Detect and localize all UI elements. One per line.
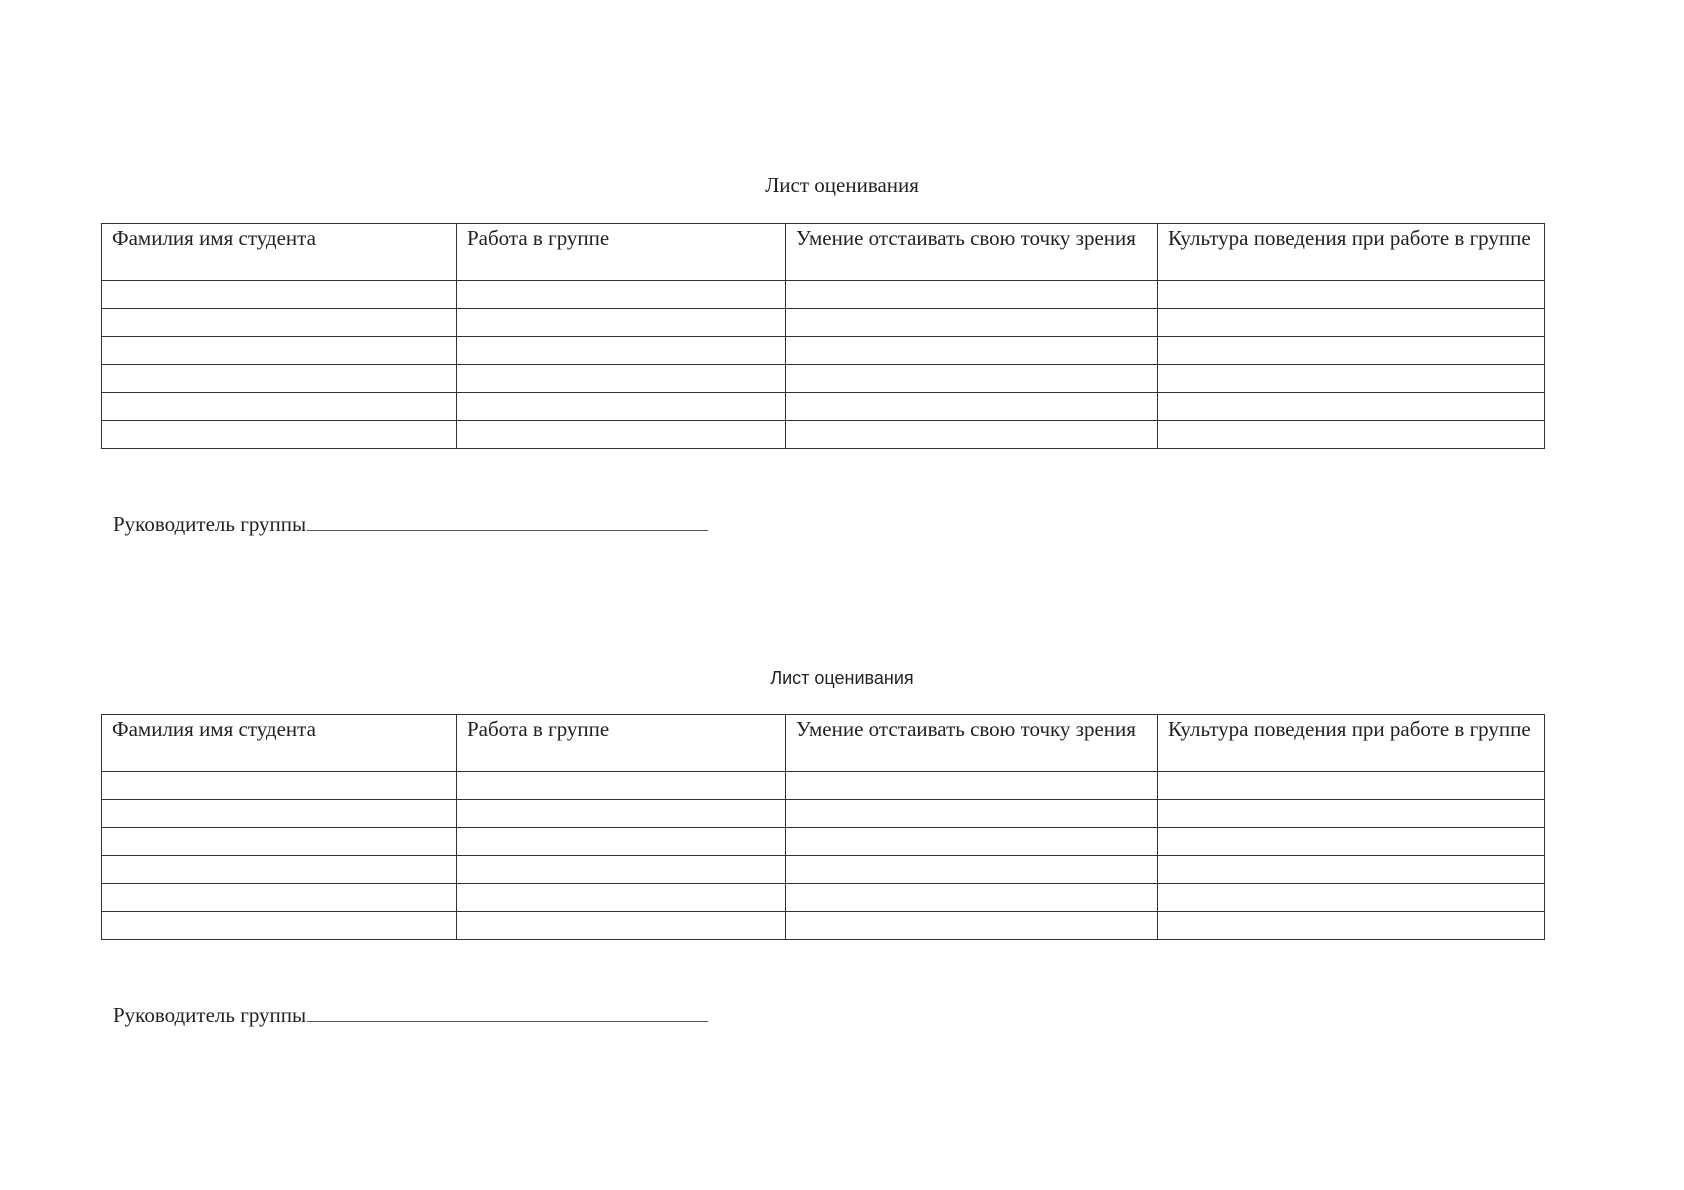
column-header-student-name: Фамилия имя студента [102, 715, 457, 772]
signature-line[interactable] [307, 508, 708, 531]
table-cell[interactable] [102, 421, 457, 449]
table-cell[interactable] [102, 772, 457, 800]
table-cell[interactable] [786, 337, 1158, 365]
table-header-row [102, 715, 1545, 772]
table-cell[interactable] [1158, 393, 1545, 421]
table-row [102, 828, 1545, 856]
table-row [102, 309, 1545, 337]
form-1-title: Лист оценивания [765, 173, 919, 197]
table-cell[interactable] [1158, 421, 1545, 449]
table-cell[interactable] [786, 884, 1158, 912]
form-2-table [101, 714, 1545, 940]
table-cell[interactable] [1158, 856, 1545, 884]
column-header-behavior-culture: Культура поведения при работе в группе [1158, 715, 1545, 772]
signature-label: Руководитель группы [113, 1003, 307, 1027]
table-row [102, 772, 1545, 800]
table-cell[interactable] [102, 393, 457, 421]
table-cell[interactable] [1158, 365, 1545, 393]
table-cell[interactable] [1158, 884, 1545, 912]
table-cell[interactable] [1158, 309, 1545, 337]
column-header-behavior-culture: Культура поведения при работе в группе [1158, 224, 1545, 281]
table-row [102, 884, 1545, 912]
table-cell[interactable] [1158, 912, 1545, 940]
table-cell[interactable] [1158, 828, 1545, 856]
signature-line[interactable] [307, 999, 708, 1022]
table-cell[interactable] [457, 337, 786, 365]
table-row [102, 856, 1545, 884]
table-cell[interactable] [786, 393, 1158, 421]
table-cell[interactable] [102, 337, 457, 365]
table-cell[interactable] [786, 800, 1158, 828]
table-cell[interactable] [102, 884, 457, 912]
table-cell[interactable] [102, 912, 457, 940]
table-cell[interactable] [786, 365, 1158, 393]
table-cell[interactable] [102, 365, 457, 393]
table-cell[interactable] [102, 856, 457, 884]
table-cell[interactable] [786, 309, 1158, 337]
table-cell[interactable] [457, 828, 786, 856]
table-row [102, 912, 1545, 940]
table-cell[interactable] [786, 828, 1158, 856]
column-header-student-name: Фамилия имя студента [102, 224, 457, 281]
table-row [102, 393, 1545, 421]
table-cell[interactable] [786, 772, 1158, 800]
form-1-table [101, 223, 1545, 449]
table-cell[interactable] [457, 309, 786, 337]
table-row [102, 365, 1545, 393]
column-header-defend-viewpoint: Умение отстаивать свою точку зрения [786, 224, 1158, 281]
table-row [102, 421, 1545, 449]
table-cell[interactable] [457, 884, 786, 912]
form-2-title: Лист оценивания [770, 668, 914, 688]
table-cell[interactable] [1158, 281, 1545, 309]
table-cell[interactable] [1158, 337, 1545, 365]
column-header-group-work: Работа в группе [457, 224, 786, 281]
table-cell[interactable] [786, 421, 1158, 449]
table-header-row [102, 224, 1545, 281]
table-cell[interactable] [457, 393, 786, 421]
form-2-signature [113, 999, 708, 1027]
table-cell[interactable] [457, 856, 786, 884]
table-cell[interactable] [786, 856, 1158, 884]
table-row [102, 800, 1545, 828]
table-cell[interactable] [457, 281, 786, 309]
table-cell[interactable] [786, 912, 1158, 940]
table-cell[interactable] [1158, 800, 1545, 828]
table-cell[interactable] [102, 281, 457, 309]
signature-label: Руководитель группы [113, 512, 307, 536]
table-cell[interactable] [457, 912, 786, 940]
table-cell[interactable] [102, 800, 457, 828]
column-header-defend-viewpoint: Умение отстаивать свою точку зрения [786, 715, 1158, 772]
table-cell[interactable] [786, 281, 1158, 309]
form-1-signature [113, 508, 708, 536]
column-header-group-work: Работа в группе [457, 715, 786, 772]
table-cell[interactable] [1158, 772, 1545, 800]
table-cell[interactable] [457, 800, 786, 828]
table-row [102, 281, 1545, 309]
table-row [102, 337, 1545, 365]
table-cell[interactable] [102, 309, 457, 337]
table-cell[interactable] [457, 365, 786, 393]
table-cell[interactable] [102, 828, 457, 856]
table-cell[interactable] [457, 421, 786, 449]
table-cell[interactable] [457, 772, 786, 800]
